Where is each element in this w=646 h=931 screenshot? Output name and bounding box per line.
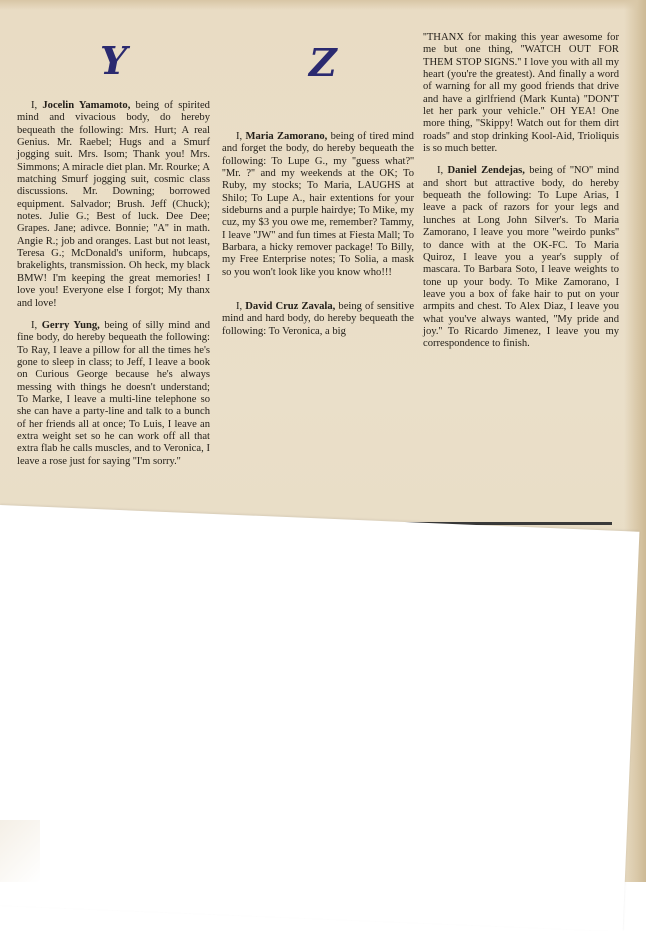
name-yamamoto: Jocelin Yamamoto, xyxy=(42,100,131,111)
section-letter-z: Z xyxy=(309,40,337,85)
will-zendejas: I, Daniel Zendejas, being of ''NO'' mind and short but attractive body, do hereby bequeath the following: To Lupe Arias, I leave a pack of razors for your legs and lunches at Long John Silver's. To Maria Zamorano, I leave you more ''weirdo punks'' to dance with at the OK-FC. To Maria Quiroz, I leave you a year's supply of mascara. To Barbara Soto, I leave weights to tone up your body. To Mike Zamorano, I leave you a box of fake hair to put on your armpits and chest. To Alex Diaz, I leave you what you've always wanted, ''My pride and joy.'' To Ricardo Jimenez, I leave you my correspondence to finish. xyxy=(423,165,619,350)
bottom-left-corner xyxy=(0,820,40,882)
page-top-edge xyxy=(0,0,646,10)
name-yung: Gerry Yung, xyxy=(41,319,100,331)
name-zendejas: Daniel Zendejas, xyxy=(447,165,525,177)
will-yamamoto: I, Jocelin Yamamoto, being of spirited mind and vivacious body, do hereby bequeath the following: Mrs. Hurt; A real Genius. Mr. Raebel; Hugs and a Smurf jogging suit. Mrs. Isom; Thank you! Mrs. Simmons; A miracle diet plan. Mr. Rourke; A matching Smurf jogging suit, cosmic class discussions. Mr. Downing; borrowed equipment. Salvador; Brush. Jeff (Chuck); notes. Julie G.; Best of luck. Dee Dee; Grapes. Jane; adivce. Bonnie; ''A'' in math. Angie R.; job and oranges. Last but not least, Teresa G.; McDonald's uniform, hubcaps, brakelights, transmission. Oh heck, my black BMW! I'm keeping the great memories! I love you! Everyone else I forgot; My thanx and love! xyxy=(17,100,210,309)
will-zavala: I, David Cruz Zavala, being of sensitive mind and hard body, do hereby bequeath the following: To Veronica, a big xyxy=(222,301,415,337)
column-3 xyxy=(423,32,619,361)
will-zamorano: I, Maria Zamorano, being of tired mind and forget the body, do hereby bequeath the following: To Lupe G., my ''guess what?'' ''Mr. ?'' and my weekends at the OK; To Ruby, my stocks; To Maria, LAUGHS at Shilo; To Lupe A., hair extentions for your sideburns and a purple hairdye; To Mike, my cuz, my $3 you owe me, remember? Tammy, I leave ''JW'' and fun times at Fiesta Mall; To Barbara, a hicky remover package! To Billy, my Free Enterprise notes; To Solia, a mask so you won't look like you know who!!! xyxy=(222,131,414,278)
will-yung: I, Gerry Yung, being of silly mind and fine body, do hereby bequeath the following: To Ray, I leave a pillow for all the times he's gone to sleep in class; to Jeff, I leave a book on Curious George because he's always messing with things he doesn't understand; To Marke, I leave a multi-line telephone so she can have a party-line and talk to a bunch of her friends all at once; To Luis, I leave an extra weight set so he can work off all that extra flab he calls muscles, and to Veronica, I leave a rose just for saying ''I'm sorry.'' xyxy=(17,319,210,467)
column-2 xyxy=(222,131,414,348)
name-zamorano: Maria Zamorano, xyxy=(245,131,328,142)
section-letter-y: Y xyxy=(100,38,128,83)
column-1 xyxy=(17,100,210,478)
will-zavala-continued: ''THANX for making this year awesome for me but one thing, ''WATCH OUT FOR THEM STOP SIGNS.'' I love you with all my heart (you're the greatest). And finally a word of warning for all my good friends that drive and have a girlfriend (Mark Kunta) ''DON'T let her park your vehicle.'' OH YEA! One more thing, ''Skippy! Watch out for them dirt roads'' and stop drinking Kool-Aid, Trioliquis is so much better. xyxy=(423,32,619,155)
blank-paper-overlay xyxy=(0,505,639,931)
name-zavala: David Cruz Zavala, xyxy=(245,301,336,313)
